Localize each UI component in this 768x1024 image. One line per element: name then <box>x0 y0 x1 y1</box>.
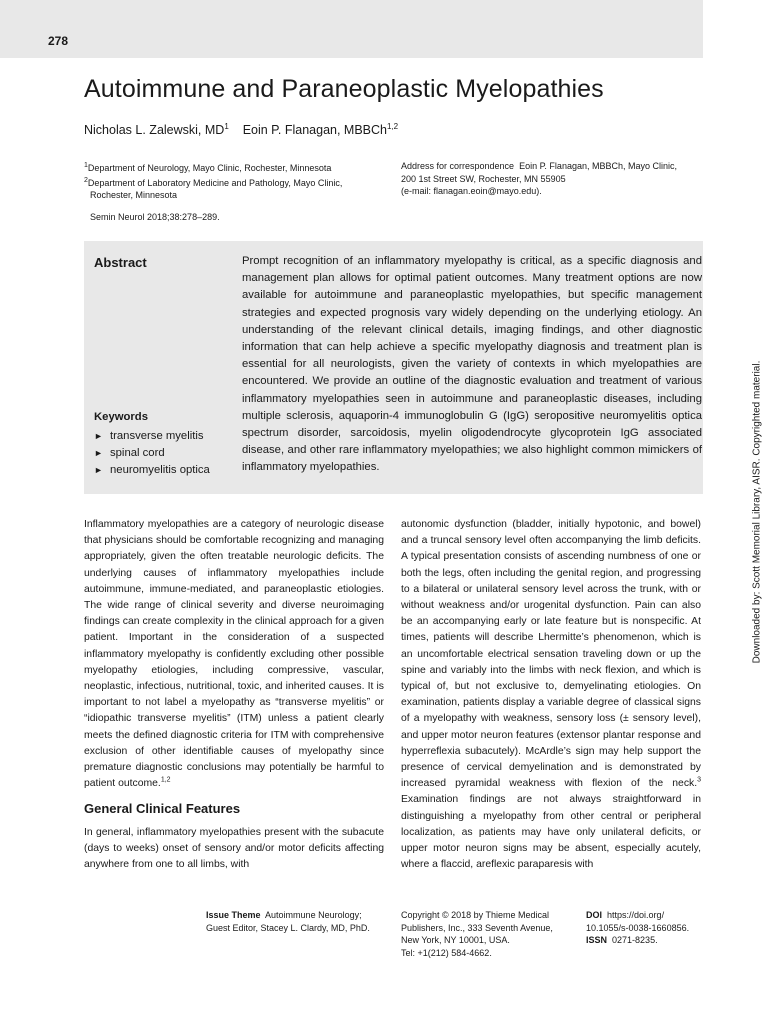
keyword-item <box>94 462 210 479</box>
doi-link[interactable]: https://doi.org/ <box>607 910 665 920</box>
footer-text: New York, NY 10001, USA. <box>401 935 510 945</box>
author-name: Eoin P. Flanagan, MBBCh <box>242 123 387 138</box>
affiliation-line <box>84 175 384 190</box>
footer-doi <box>586 909 716 947</box>
keyword-label: transverse myelitis <box>110 430 204 442</box>
body-paragraph-right-column <box>401 517 701 873</box>
page-header-band <box>0 0 703 58</box>
page-number: 278 <box>48 34 69 48</box>
paragraph-text: Inflammatory myelopathies are a category of neurologic disease that physicians should be comfortable recognizing and managing appropriately, given the often treatable neurologic deficits. The underlying causes of inflammatory myelopathies include autoimmune, immune-mediated, and paraneoplastic etiologies. The wide range of clinical severity and diverse neuroimaging findings can create complexity in the clinical approach for a given patient. Important in the consideration of a suspected inflammatory myelopathy is confidently excluding other possible myelopathy etiologies, including compressive, vascular, neoplastic, infectious, nutritional, toxic, and inherited causes. It is important to not label a myelopathy as “transverse myelitis” or “idiopathic transverse myelitis” (ITM) unless a patient clearly meets the defined diagnostic criteria for ITM with comprehensive exclusion of other identifiable causes of myelopathy since premature diagnostic conclusions may potentially be harmful to patient outcome. <box>84 519 384 790</box>
author-list <box>84 122 398 137</box>
section-heading: General Clinical Features <box>84 801 241 816</box>
article-title: Autoimmune and Paraneoplastic Myelopathies <box>84 75 604 103</box>
affiliation-marker: 1 <box>84 162 88 169</box>
paragraph-text: Examination findings are not always straightforward in distinguishing a myelopathy from other central or peripheral localization, as patients may have only unilateral deficits, or upper motor neuron signs may be absent, especially acutely, where a flaccid, areflexic paraparesis with <box>401 794 701 871</box>
footer-text: 0271-8235. <box>612 935 658 945</box>
footer-text: Publishers, Inc., 333 Seventh Avenue, <box>401 922 553 933</box>
footer-text: Autoimmune Neurology; <box>265 910 362 920</box>
footer-issue-theme <box>206 909 396 934</box>
footer-text: Tel: +1(212) 584-4662. <box>401 947 492 958</box>
keyword-label: spinal cord <box>110 447 165 460</box>
correspondence-address <box>401 160 711 198</box>
author-affiliation-marker: 1 <box>224 122 229 131</box>
footer-label: Issue Theme <box>206 910 261 920</box>
affiliation-line <box>84 160 384 175</box>
doi-link[interactable]: 10.1055/s-0038-1660856. <box>586 922 690 933</box>
correspondence-email: (e-mail: flanagan.eoin@mayo.edu). <box>401 186 542 196</box>
footer-label: DOI <box>586 910 603 920</box>
affiliation-line: Rochester, Minnesota <box>90 190 178 200</box>
affiliation-marker: 2 <box>84 176 88 184</box>
body-paragraph-clinical: In general, inflammatory myelopathies present with the subacute (days to weeks) onset of sensory and/or motor deficits affecting anywhere from one to all limbs, with <box>84 827 384 871</box>
keyword-item <box>94 445 210 462</box>
author-affiliation-marker: 1,2 <box>387 122 399 131</box>
footer-copyright <box>401 909 591 959</box>
paragraph-text: autonomic dysfunction (bladder, initially hypotonic, and bowel) and a truncal sensory level often accompanying the limb deficits. A typical presentation consists of ascending numbness of one or both the legs, often including the genital region, and progressing to a bilateral or unilateral sensory level across the trunk, with or without weakness and/or urogenital dysfunction. Pain can also be an accompanying early or late feature but is nonspecific. At times, patients will describe Lhermitte’s phenomenon, which is an uncomfortable electrical sensation traveling down or up the spine and variably into the limbs with neck flexion, and which is typical of, but not exclusive to, demyelinating etiologies. On examination, patients display a variable degree of classical signs of a myelopathy with weakness, sensory loss (± sensory level), and upper motor neuron features (extensor plantar response and hyperreflexia subacutely). McArdle’s sign may help support the presence of cervical demyelination and is demonstrated by increased pyramidal weakness with flexion of the neck. <box>401 519 701 790</box>
keyword-item <box>94 428 210 445</box>
journal-citation: Semin Neurol 2018;38:278–289. <box>90 212 220 222</box>
affiliation-text: Department of Neurology, Mayo Clinic, Rochester, Minnesota <box>87 163 332 173</box>
keyword-label: neuromyelitis optica <box>110 464 210 477</box>
reference-marker: 1,2 <box>160 776 171 784</box>
footer-label: ISSN <box>586 935 608 945</box>
triangle-bullet-icon: ► <box>94 465 103 476</box>
footer-text: Copyright © 2018 by Thieme Medical <box>401 910 550 920</box>
download-notice: Downloaded by: Scott Memorial Library, AISR. Copyrighted material. <box>751 360 763 664</box>
triangle-bullet-icon: ► <box>94 448 103 459</box>
reference-marker: 3 <box>697 776 701 784</box>
correspondence-line: Eoin P. Flanagan, MBBCh, Mayo Clinic, <box>519 161 677 171</box>
affiliation-text: Department of Laboratory Medicine and Pathology, Mayo Clinic, <box>87 177 343 188</box>
author-name: Nicholas L. Zalewski, MD <box>84 123 225 138</box>
footer-text: Guest Editor, Stacey L. Clardy, MD, PhD. <box>206 922 370 933</box>
body-paragraph-intro <box>84 517 384 792</box>
correspondence-line: 200 1st Street SW, Rochester, MN 55905 <box>401 173 566 184</box>
triangle-bullet-icon: ► <box>94 431 103 441</box>
abstract-text: Prompt recognition of an inflammatory myelopathy is critical, as a specific diagnosis and management plan allows for optimal patient outcomes. Many treatment options are now available for autoimmune and paraneoplastic myelopathies, but specific management strategies and expected prognosis vary widely depending on the underlying etiology. An understanding of the relevant clinical details, imaging findings, and other diagnostic information that can help achieve a specific myelopathy diagnosis and treatment plan is essential for all neurologists, given the variety of contexts in which myelopathies are encountered. We provide an outline of the diagnostic evaluation and treatment of various inflammatory myelopathies seen in autoimmune and paraneoplastic diseases, including multiple sclerosis, aquaporin-4 immunoglobulin G (IgG) seropositive neuromyelitis optica spectrum disorder, sarcoidosis, myelin oligodendrocyte glycoprotein IgG associated disease, and other rare inflammatory myelopathies; we also highlight common mimickers of inflammatory myelopathies. <box>242 255 702 474</box>
affiliations <box>84 160 384 202</box>
abstract-heading: Abstract <box>94 255 147 270</box>
keywords-list <box>94 428 210 480</box>
keywords-heading: Keywords <box>94 411 148 423</box>
correspondence-label: Address for correspondence <box>401 161 515 171</box>
